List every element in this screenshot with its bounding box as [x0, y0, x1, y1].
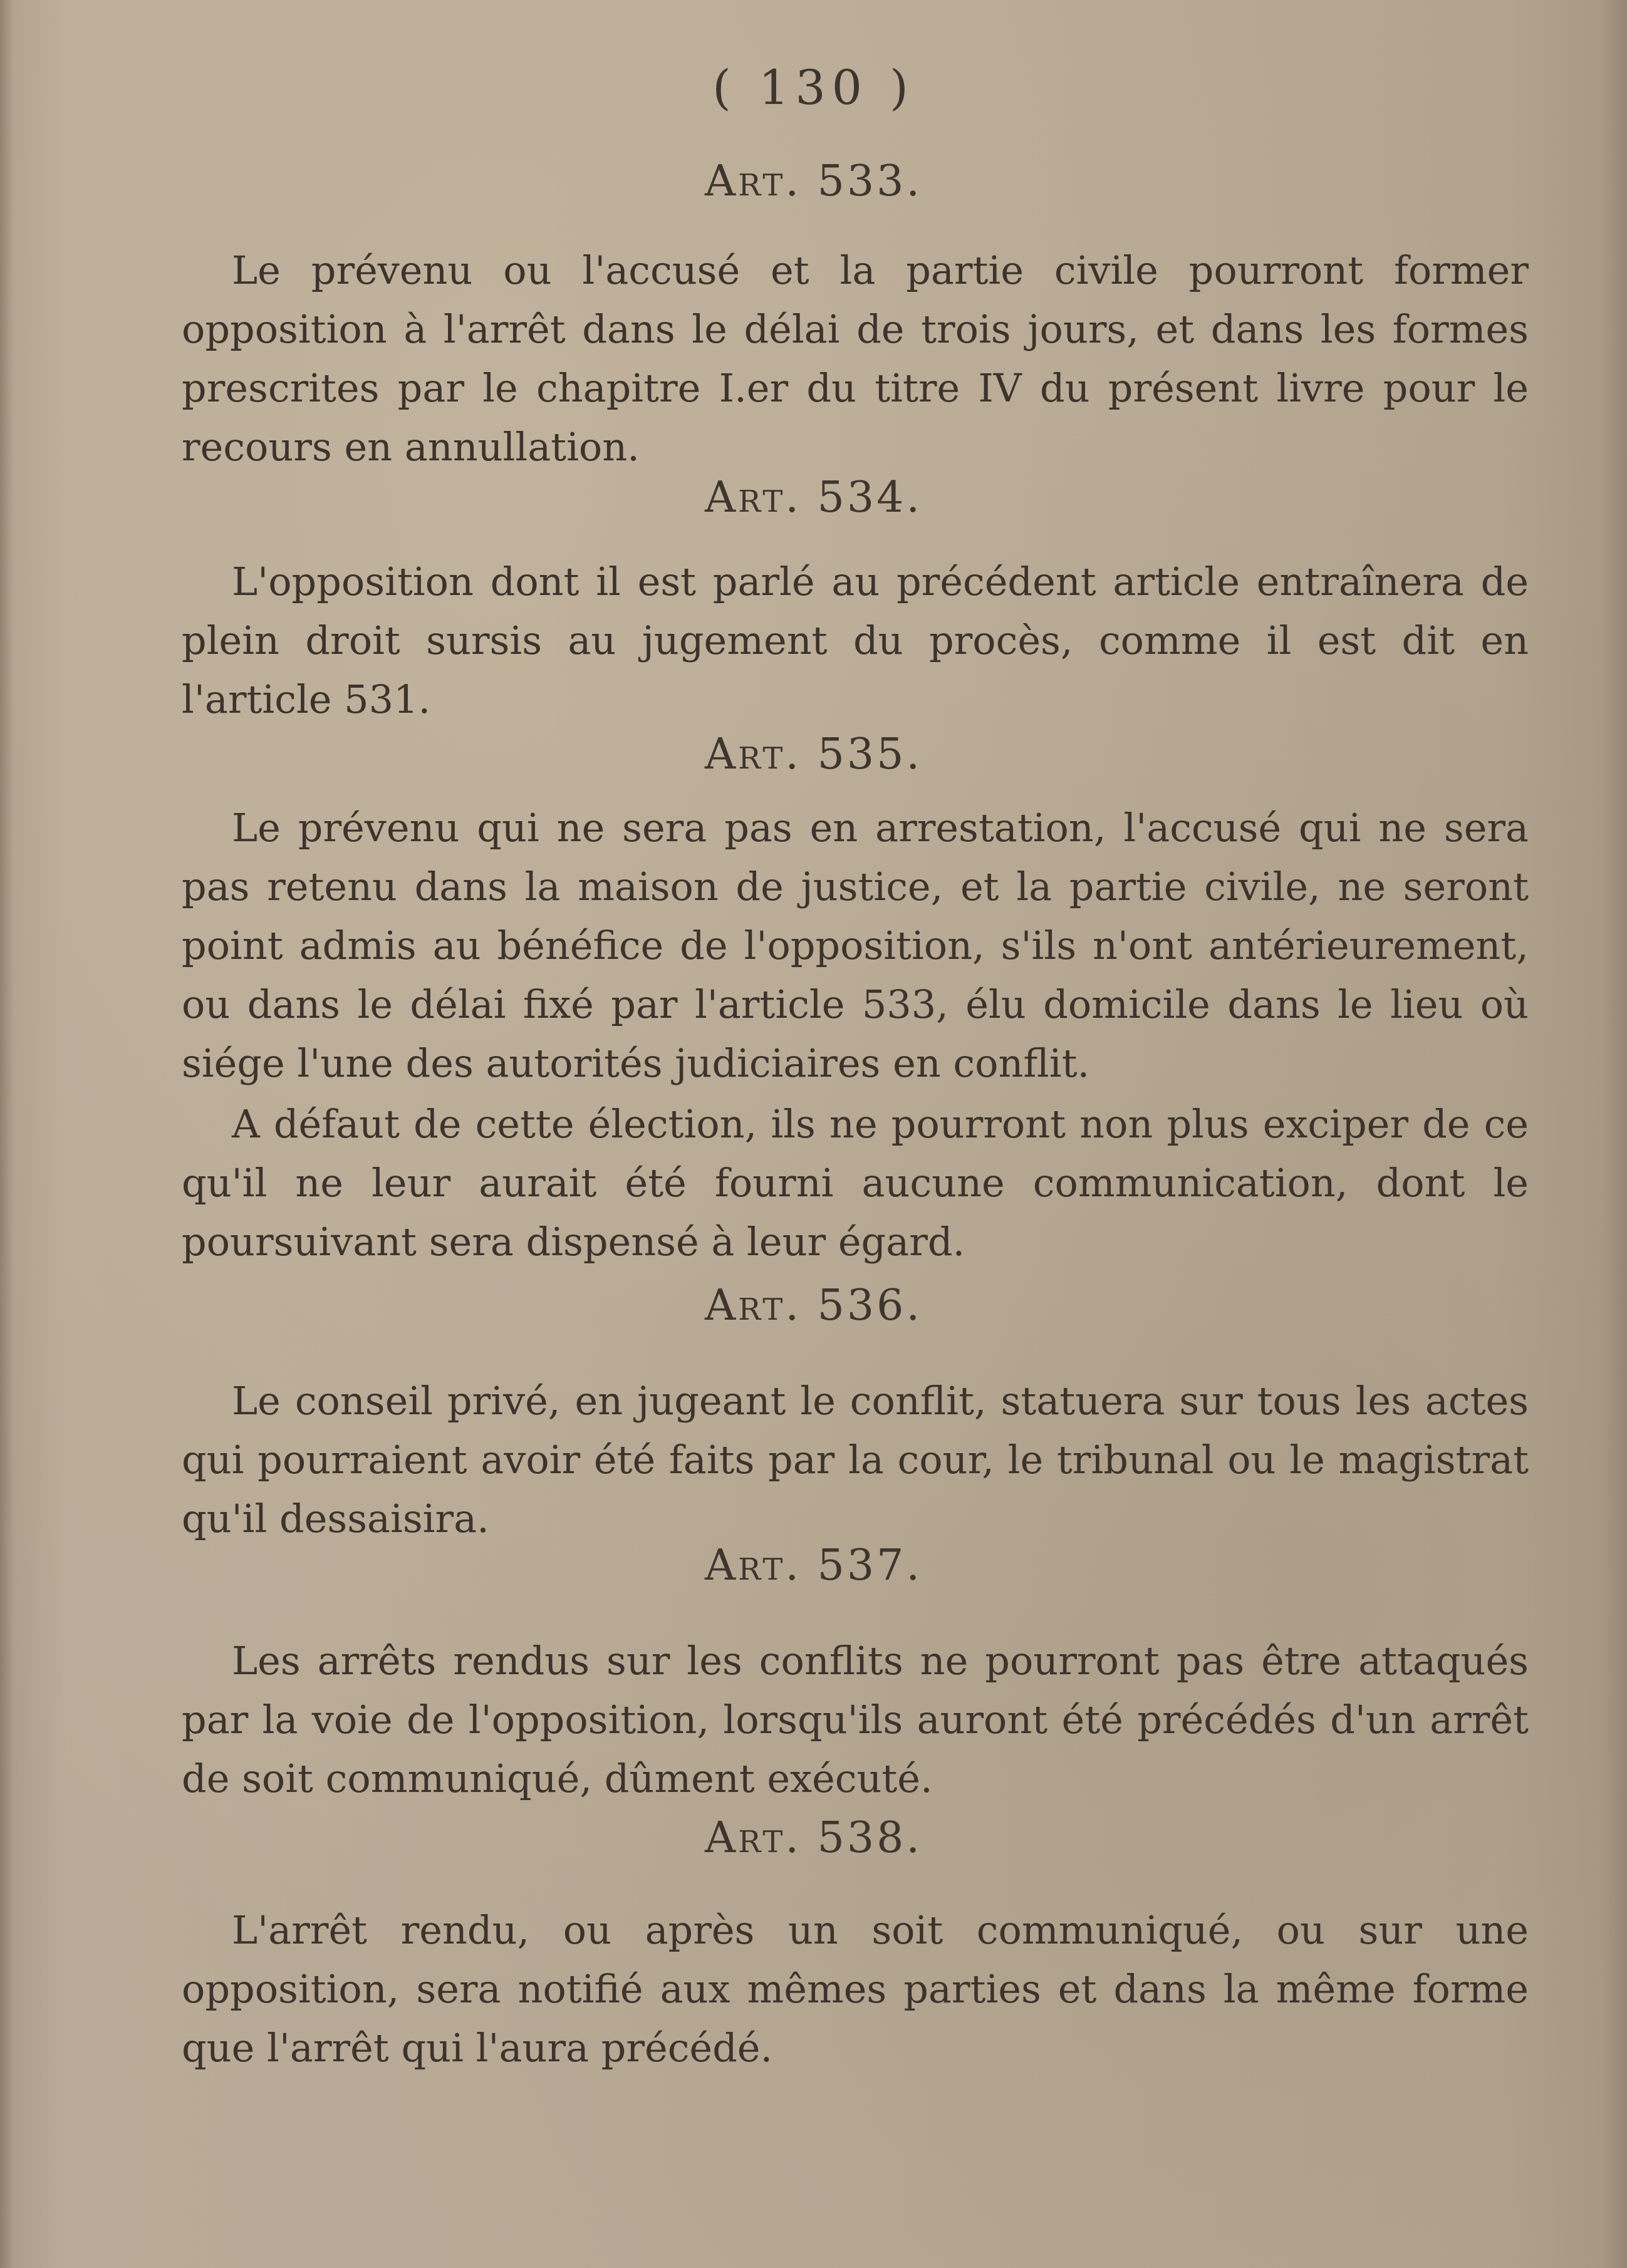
article-heading-534: Art. 534.	[704, 473, 923, 522]
article-heading-537: Art. 537.	[704, 1541, 923, 1590]
article-heading-533: Art. 533.	[704, 157, 923, 206]
page-number: ( 130 )	[712, 60, 915, 115]
article-534-paragraph-1: L'opposition dont il est parlé au précédent article entraînera de plein droit sursis au jugement du procès, comme il est dit en l'article 531.	[182, 559, 1529, 722]
page-edge-right	[1602, 0, 1627, 2268]
page-edge-left	[0, 0, 14, 2268]
article-535-paragraph-2: A défaut de cette élection, ils ne pourront non plus exciper de ce qu'il ne leur aurait été fourni aucune communication, dont le poursuivant sera dispensé à leur égard.	[182, 1101, 1529, 1265]
article-heading-538: Art. 538.	[704, 1813, 923, 1863]
article-537-paragraph-1: Les arrêts rendus sur les conflits ne pourront pas être attaqués par la voie de l'opposition, lorsqu'ils auront été précédés d'un arrêt de soit communiqué, dûment exécuté.	[182, 1638, 1529, 1801]
article-heading-536: Art. 536.	[704, 1281, 923, 1330]
article-536-paragraph-1: Le conseil privé, en jugeant le conflit, statuera sur tous les actes qui pourraient avoir été faits par la cour, le tribunal ou le magistrat qu'il dessaisira.	[182, 1378, 1529, 1541]
article-535-paragraph-1: Le prévenu qui ne sera pas en arrestation, l'accusé qui ne sera pas retenu dans la maison de justice, et la partie civile, ne seront point admis au bénéfice de l'opposition, s'ils n'ont antérieurement, ou dans le délai fixé par l'article 533, élu domicile dans le lieu où siége l'une des autorités judiciaires en conflit.	[182, 805, 1529, 1086]
article-heading-535: Art. 535.	[704, 730, 923, 779]
article-533-paragraph-1: Le prévenu ou l'accusé et la partie civile pourront former opposition à l'arrêt dans le délai de trois jours, et dans les formes prescrites par le chapitre I.er du titre IV du présent livre pour le recours en annullation.	[182, 247, 1529, 470]
article-538-paragraph-1: L'arrêt rendu, ou après un soit communiqué, ou sur une opposition, sera notifié aux mêmes parties et dans la même forme que l'arrêt qui l'aura précédé.	[182, 1907, 1529, 2071]
